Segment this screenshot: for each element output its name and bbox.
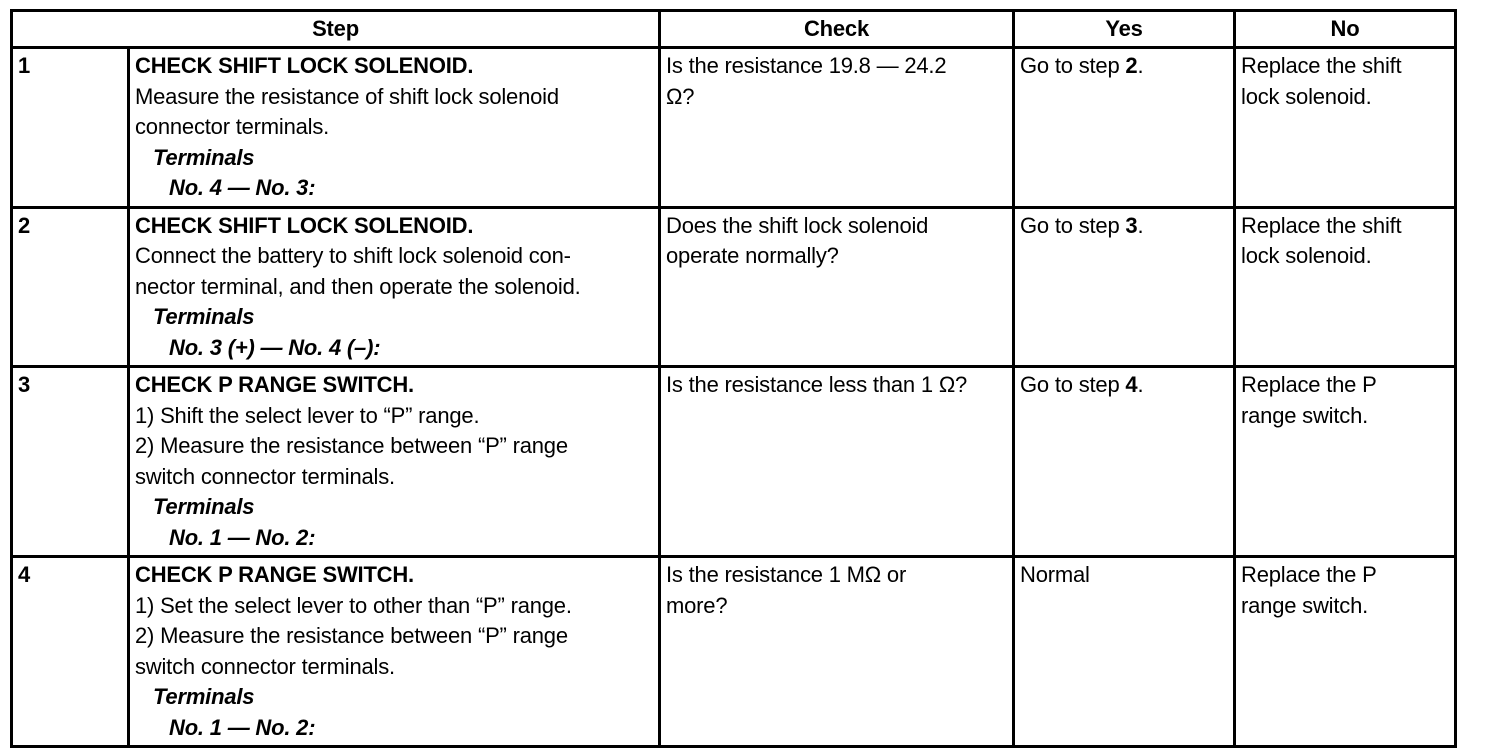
check-cell (660, 48, 1014, 208)
header-check: Check (660, 11, 1014, 48)
step-title: CHECK P RANGE SWITCH. (135, 562, 414, 587)
step-number: 3 (12, 367, 129, 557)
header-step: Step (12, 11, 660, 48)
check-line: Is the resistance 1 MΩ or (666, 562, 907, 587)
check-line: Ω? (666, 83, 695, 109)
step-number: 1 (12, 48, 129, 208)
no-line: Replace the shift (1241, 212, 1402, 238)
no-cell (1235, 367, 1456, 557)
check-cell (660, 207, 1014, 367)
terminals-label: Terminals (153, 304, 255, 329)
yes-suffix: . (1137, 212, 1144, 238)
step-title: CHECK SHIFT LOCK SOLENOID. (135, 212, 474, 238)
no-line: Replace the P (1241, 372, 1377, 397)
terminals-value: No. 3 (+) — No. 4 (–): (169, 334, 381, 360)
terminals-label: Terminals (153, 144, 255, 170)
header-yes: Yes (1014, 11, 1235, 48)
no-line: Replace the P (1241, 562, 1377, 587)
terminals-label: Terminals (153, 494, 255, 519)
no-cell (1235, 48, 1456, 208)
yes-cell (1014, 557, 1235, 747)
no-cell (1235, 557, 1456, 747)
table-row (12, 207, 1456, 367)
table-header-row (12, 11, 1456, 48)
table-row (12, 367, 1456, 557)
no-line: lock solenoid. (1241, 243, 1372, 268)
yes-step-link[interactable]: 4 (1125, 372, 1138, 397)
step-line: switch connector terminals. (135, 463, 395, 489)
yes-suffix: . (1137, 53, 1144, 78)
yes-suffix: . (1137, 372, 1144, 397)
yes-text: Go to step (1020, 372, 1126, 397)
no-cell (1235, 207, 1456, 367)
yes-step-link[interactable]: 2 (1125, 53, 1138, 78)
table-row (12, 48, 1456, 208)
check-cell (660, 367, 1014, 557)
diagnostic-table (10, 9, 1457, 748)
step-description (129, 367, 660, 557)
step-line: Measure the resistance of shift lock solenoid (135, 83, 559, 109)
check-line: Is the resistance 19.8 — 24.2 (666, 53, 947, 78)
step-line: nector terminal, and then operate the solenoid. (135, 273, 581, 299)
yes-cell (1014, 207, 1235, 367)
step-line: 1) Set the select lever to other than “P” range. (135, 592, 572, 618)
yes-text: Go to step (1020, 53, 1126, 78)
no-line: range switch. (1241, 402, 1369, 428)
step-number: 4 (12, 557, 129, 747)
terminals-label: Terminals (153, 684, 255, 709)
yes-step-link[interactable]: 3 (1125, 212, 1138, 238)
step-line: 2) Measure the resistance between “P” range (135, 623, 568, 648)
check-line: Does the shift lock solenoid (666, 212, 929, 238)
check-line: Is the resistance less than 1 Ω? (666, 372, 968, 397)
step-number: 2 (12, 207, 129, 367)
check-line: operate normally? (666, 243, 839, 268)
header-no: No (1235, 11, 1456, 48)
step-description (129, 207, 660, 367)
step-line: 1) Shift the select lever to “P” range. (135, 402, 480, 428)
step-title: CHECK P RANGE SWITCH. (135, 372, 414, 397)
terminals-value: No. 1 — No. 2: (169, 524, 316, 550)
check-cell (660, 557, 1014, 747)
step-line: 2) Measure the resistance between “P” range (135, 433, 568, 458)
yes-text: Normal (1020, 562, 1090, 587)
step-line: switch connector terminals. (135, 653, 395, 679)
terminals-value: No. 1 — No. 2: (169, 714, 316, 740)
yes-cell (1014, 48, 1235, 208)
check-line: more? (666, 592, 728, 618)
yes-text: Go to step (1020, 212, 1126, 238)
step-title: CHECK SHIFT LOCK SOLENOID. (135, 53, 474, 78)
no-line: lock solenoid. (1241, 83, 1372, 109)
table-row (12, 557, 1456, 747)
step-description (129, 48, 660, 208)
no-line: range switch. (1241, 592, 1369, 618)
step-line: connector terminals. (135, 114, 330, 139)
no-line: Replace the shift (1241, 53, 1402, 78)
yes-cell (1014, 367, 1235, 557)
terminals-value: No. 4 — No. 3: (169, 175, 316, 200)
step-description (129, 557, 660, 747)
step-line: Connect the battery to shift lock solenoid con- (135, 243, 571, 268)
